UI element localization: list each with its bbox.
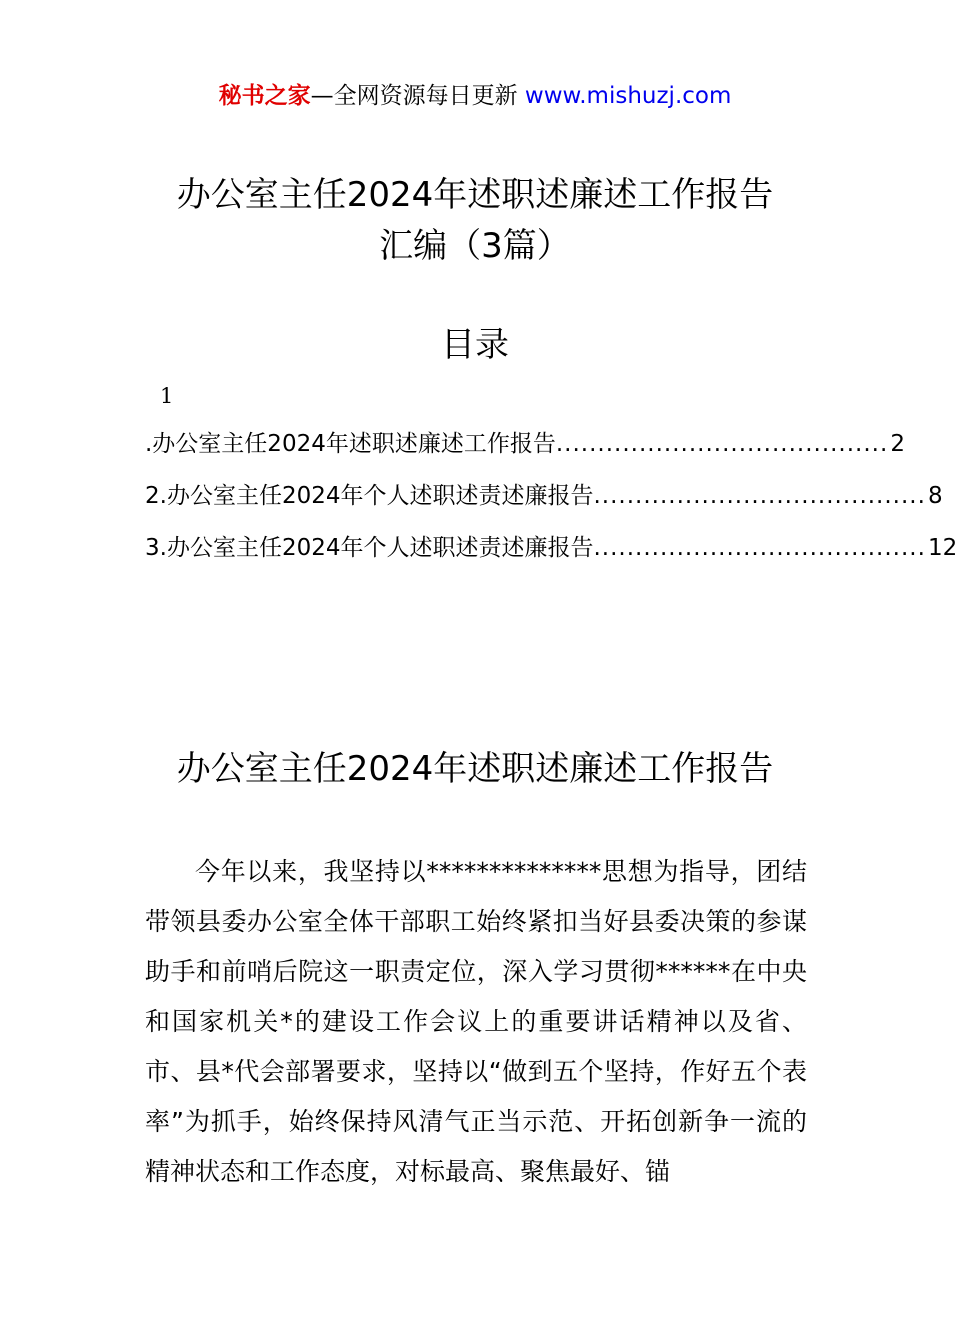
toc-item-page: 12 [927, 535, 957, 561]
toc-item-leader: ........................................ [593, 535, 926, 561]
toc-item-1[interactable] [145, 424, 905, 476]
toc-heading: 目录 [441, 325, 509, 365]
toc-list [145, 424, 957, 580]
toc-item-2[interactable] [145, 476, 943, 528]
toc-item-page: 2 [890, 431, 905, 457]
toc-item-label: .办公室主任2024年述职述廉述工作报告 [145, 431, 556, 457]
site-brand: 秘书之家 [218, 83, 311, 109]
toc-stray-number: 1 [160, 384, 174, 408]
site-tagline: —全网资源每日更新 [310, 83, 518, 109]
toc-item-label: 2.办公室主任2024年个人述职述责述廉报告 [145, 483, 594, 509]
site-header [0, 80, 950, 112]
site-url-link[interactable]: www.mishuzj.com [524, 83, 732, 109]
toc-item-page: 8 [927, 483, 943, 509]
toc-item-leader: ........................................ [555, 431, 889, 457]
toc-item-leader: ........................................ [593, 483, 926, 509]
toc-item-label: 3.办公室主任2024年个人述职述责述廉报告 [145, 535, 594, 561]
document-title-line1: 办公室主任2024年述职述廉述工作报告 [176, 175, 774, 215]
section-title: 办公室主任2024年述职述廉述工作报告 [176, 749, 774, 789]
document-title-line2: 汇编（3篇） [379, 226, 571, 266]
body-paragraph: 今年以来，我坚持以**************思想为指导，团结带领县委办公室全体干部职工始终紧扣当好县委决策的参谋助手和前哨后院这一职责定位，深入学习贯彻******在中央和国家机关*的建设工作会议上的重要讲话精神以及省、市、县*代会部署要求，坚持以“做到五个坚持，作好五个表率”为抓手，始终保持风清气正当示范、开拓创新争一流的精神状态和工作态度，对标最高、聚焦最好、锚 [145, 857, 807, 1186]
toc-item-3[interactable] [145, 528, 957, 580]
